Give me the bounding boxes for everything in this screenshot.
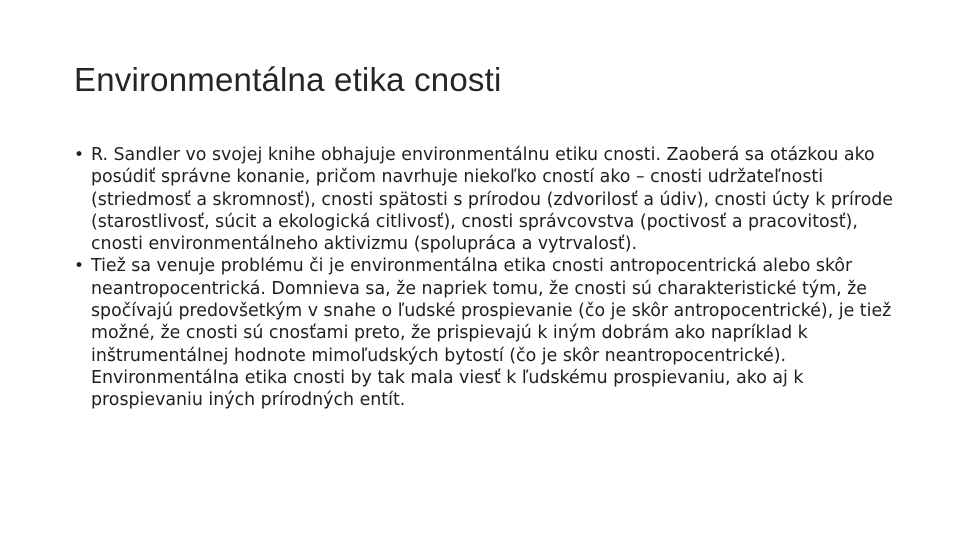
bullet-text: Tiež sa venuje problému či je environmentálna etika cnosti antropocentrická alebo skôr neantropocentrická. Domnieva sa, že napriek tomu, že cnosti sú charakteristické tým, že spočívajú predovšetkým v snahe o ľudské prospievanie (čo je skôr antropocentrické), je tiež možné, že cnosti sú cnosťami preto, že prispievajú k iným dobrám ako napríklad k inštrumentálnej hodnote mimoľudských bytostí (čo je skôr neantropocentrické). Environmentálna etika cnosti by tak mala viesť k ľudskému prospievaniu, ako aj k prospievaniu iných prírodných entít. — [91, 256, 892, 411]
bullet-item — [74, 144, 896, 255]
bullet-list — [74, 144, 896, 412]
bullet-item — [74, 255, 896, 411]
bullet-text: R. Sandler vo svojej knihe obhajuje environmentálnu etiku cnosti. Zaoberá sa otázkou ako posúdiť správne konanie, pričom navrhuje niekoľko cností ako – cnosti udržateľnosti (striedmosť a skromnosť), cnosti spätosti s prírodou (zdvorilosť a údiv), cnosti úcty k prírode (starostlivosť, súcit a ekologická citlivosť), cnosti správcovstva (poctivosť a pracovitosť), cnosti environmentálneho aktivizmu (spolupráca a vytrvalosť). — [91, 145, 893, 255]
bullet-marker: • — [74, 256, 85, 277]
slide-title: Environmentálna etika cnosti — [74, 61, 502, 98]
bullet-marker: • — [74, 145, 85, 165]
